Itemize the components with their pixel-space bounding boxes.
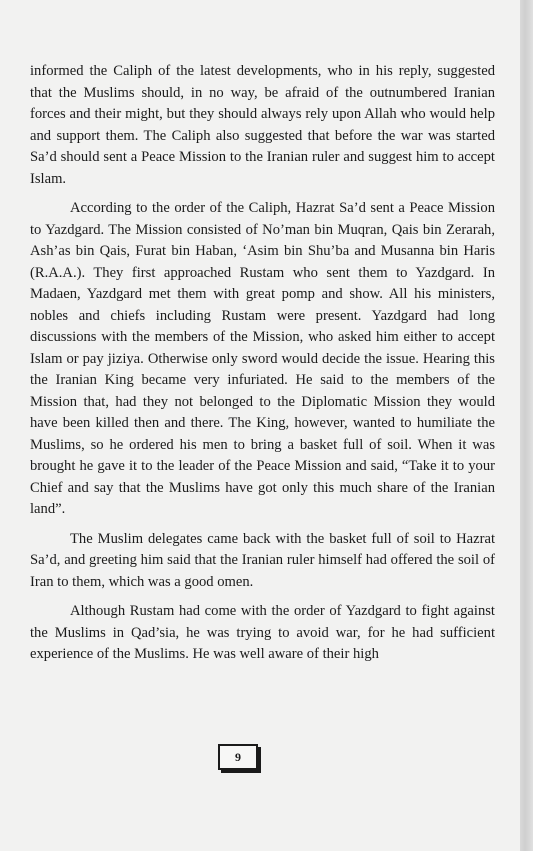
paragraph-4: Although Rustam had come with the order of Yazdgard to fight against the Muslims in Qad’sia, he was trying to avoid war, for he had sufficient experience of the Muslims. He was well aware of their high — [30, 603, 495, 662]
paragraph-1: informed the Caliph of the latest developments, who in his reply, suggested that the Muslims should, in no way, be afraid of the outnumbered Iranian forces and their might, but they should always rely upon Allah who would help and support them. The Caliph also suggested that before the war was started Sa’d should sent a Peace Mission to the Iranian ruler and suggest him to accept Islam. — [30, 63, 495, 187]
page-number-box: 9 — [218, 744, 258, 770]
body-text — [30, 61, 495, 666]
paragraph-2: According to the order of the Caliph, Hazrat Sa’d sent a Peace Mission to Yazdgard. The Mission consisted of No’man bin Muqran, Qais bin Zerarah, Ash’as bin Qais, Furat bin Haban, ‘Asim bin Shu’ba and Musanna bin Haris (R.A.A.). They first approached Rustam who sent them to Yazdgard. In Madaen, Yazdgard met them with great pomp and show. All his ministers, nobles and chiefs including Rustam were present. Yazdgard had long discussions with the members of the Mission, who asked him either to accept Islam or pay jiziya. Otherwise only sword would decide the issue. Hearing this the Iranian King became very infuriated. He said to the members of the Mission that, had they not belonged to the Diplomatic Mission they would have been killed then and there. The King, however, wanted to humiliate the Muslims, so he ordered his men to bring a basket full of soil. When it was brought he gave it to the leader of the Peace Mission and said, “Take it to your Chief and say that the Muslims have got only this much share of the Iranian land”. — [30, 200, 495, 517]
page-edge — [520, 0, 533, 851]
paragraph-3: The Muslim delegates came back with the basket full of soil to Hazrat Sa’d, and greeting him said that the Iranian ruler himself had offered the soil of Iran to them, which was a good omen. — [30, 530, 495, 590]
